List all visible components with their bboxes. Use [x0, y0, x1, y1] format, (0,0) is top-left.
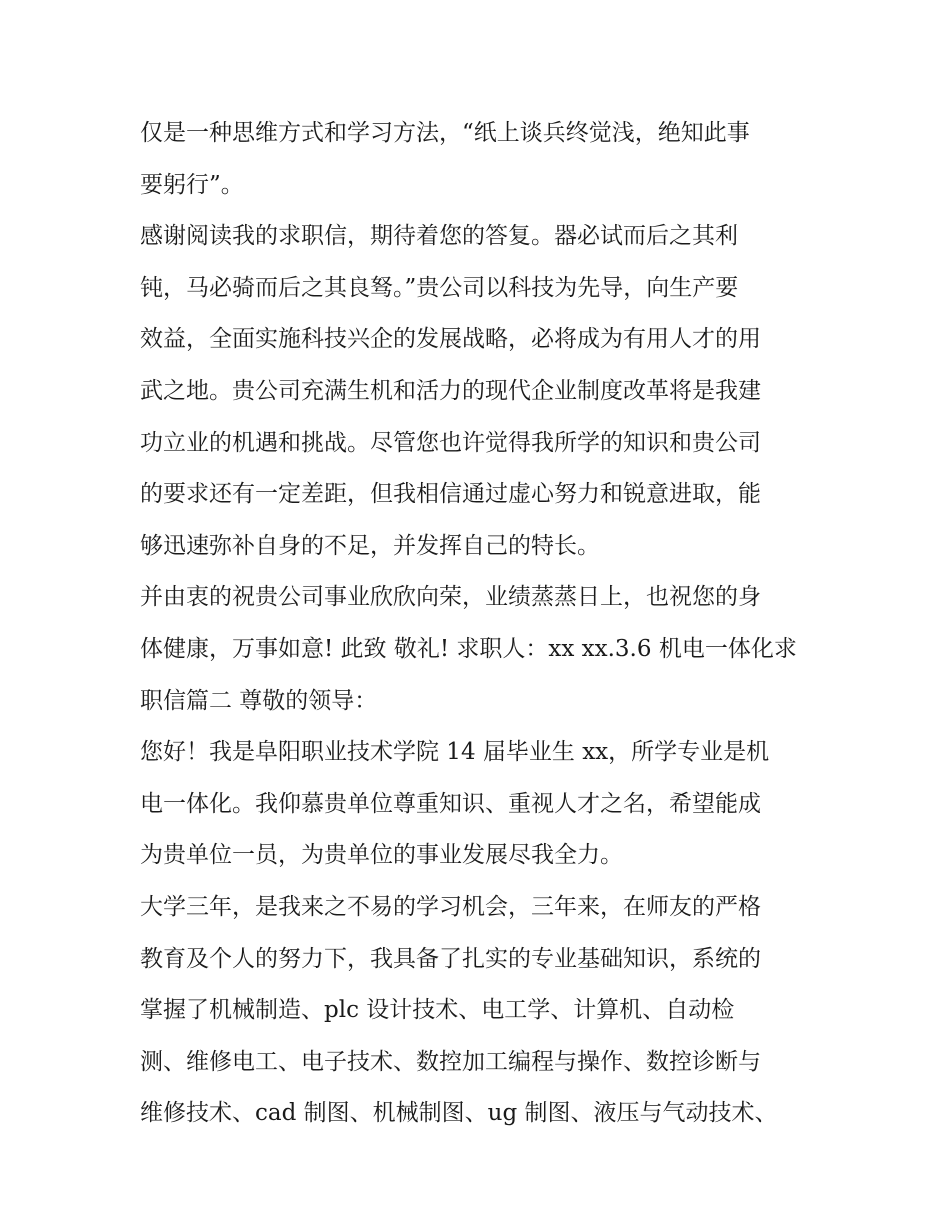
text-line: 效益，全面实施科技兴企的发展战略，必将成为有用人才的用 [140, 326, 761, 353]
text-line: 体健康，万事如意! 此致 敬礼! 求职人：xx xx.3.6 机电一体化求 [140, 635, 797, 662]
text-line: 感谢阅读我的求职信，期待着您的答复。器必试而后之其利 [140, 223, 738, 250]
text-line: 维修技术、cad 制图、机械制图、ug 制图、液压与气动技术、 [140, 1100, 778, 1127]
text-line: 钝，马必骑而后之其良驽。”贵公司以科技为先导，向生产要 [140, 274, 739, 301]
text-line: 武之地。贵公司充满生机和活力的现代企业制度改革将是我建 [140, 377, 761, 404]
text-line: 测、维修电工、电子技术、数控加工编程与操作、数控诊断与 [140, 1048, 761, 1075]
text-line: 功立业的机遇和挑战。尽管您也许觉得我所学的知识和贵公司 [140, 429, 761, 456]
text-line: 要躬行”。 [140, 171, 244, 198]
text-line: 掌握了机械制造、plc 设计技术、电工学、计算机、自动检 [140, 997, 735, 1024]
text-line: 电一体化。我仰慕贵单位尊重知识、重视人才之名，希望能成 [140, 790, 761, 817]
text-line: 大学三年，是我来之不易的学习机会，三年来，在师友的严格 [140, 893, 761, 920]
text-line: 教育及个人的努力下，我具备了扎实的专业基础知识，系统的 [140, 945, 761, 972]
text-line: 您好！我是阜阳职业技术学院 14 届毕业生 xx，所学专业是机 [140, 739, 770, 766]
text-line: 职信篇二 尊敬的领导： [140, 687, 378, 714]
text-line: 仅是一种思维方式和学习方法，“纸上谈兵终觉浅，绝知此事 [140, 120, 750, 146]
text-line: 的要求还有一定差距，但我相信通过虚心努力和锐意进取，能 [140, 481, 761, 508]
body-text [140, 108, 820, 1140]
text-line: 为贵单位一员，为贵单位的事业发展尽我全力。 [140, 842, 623, 869]
text-line: 够迅速弥补自身的不足，并发挥自己的特长。 [140, 532, 600, 559]
text-line: 并由衷的祝贵公司事业欣欣向荣，业绩蒸蒸日上，也祝您的身 [140, 584, 761, 611]
